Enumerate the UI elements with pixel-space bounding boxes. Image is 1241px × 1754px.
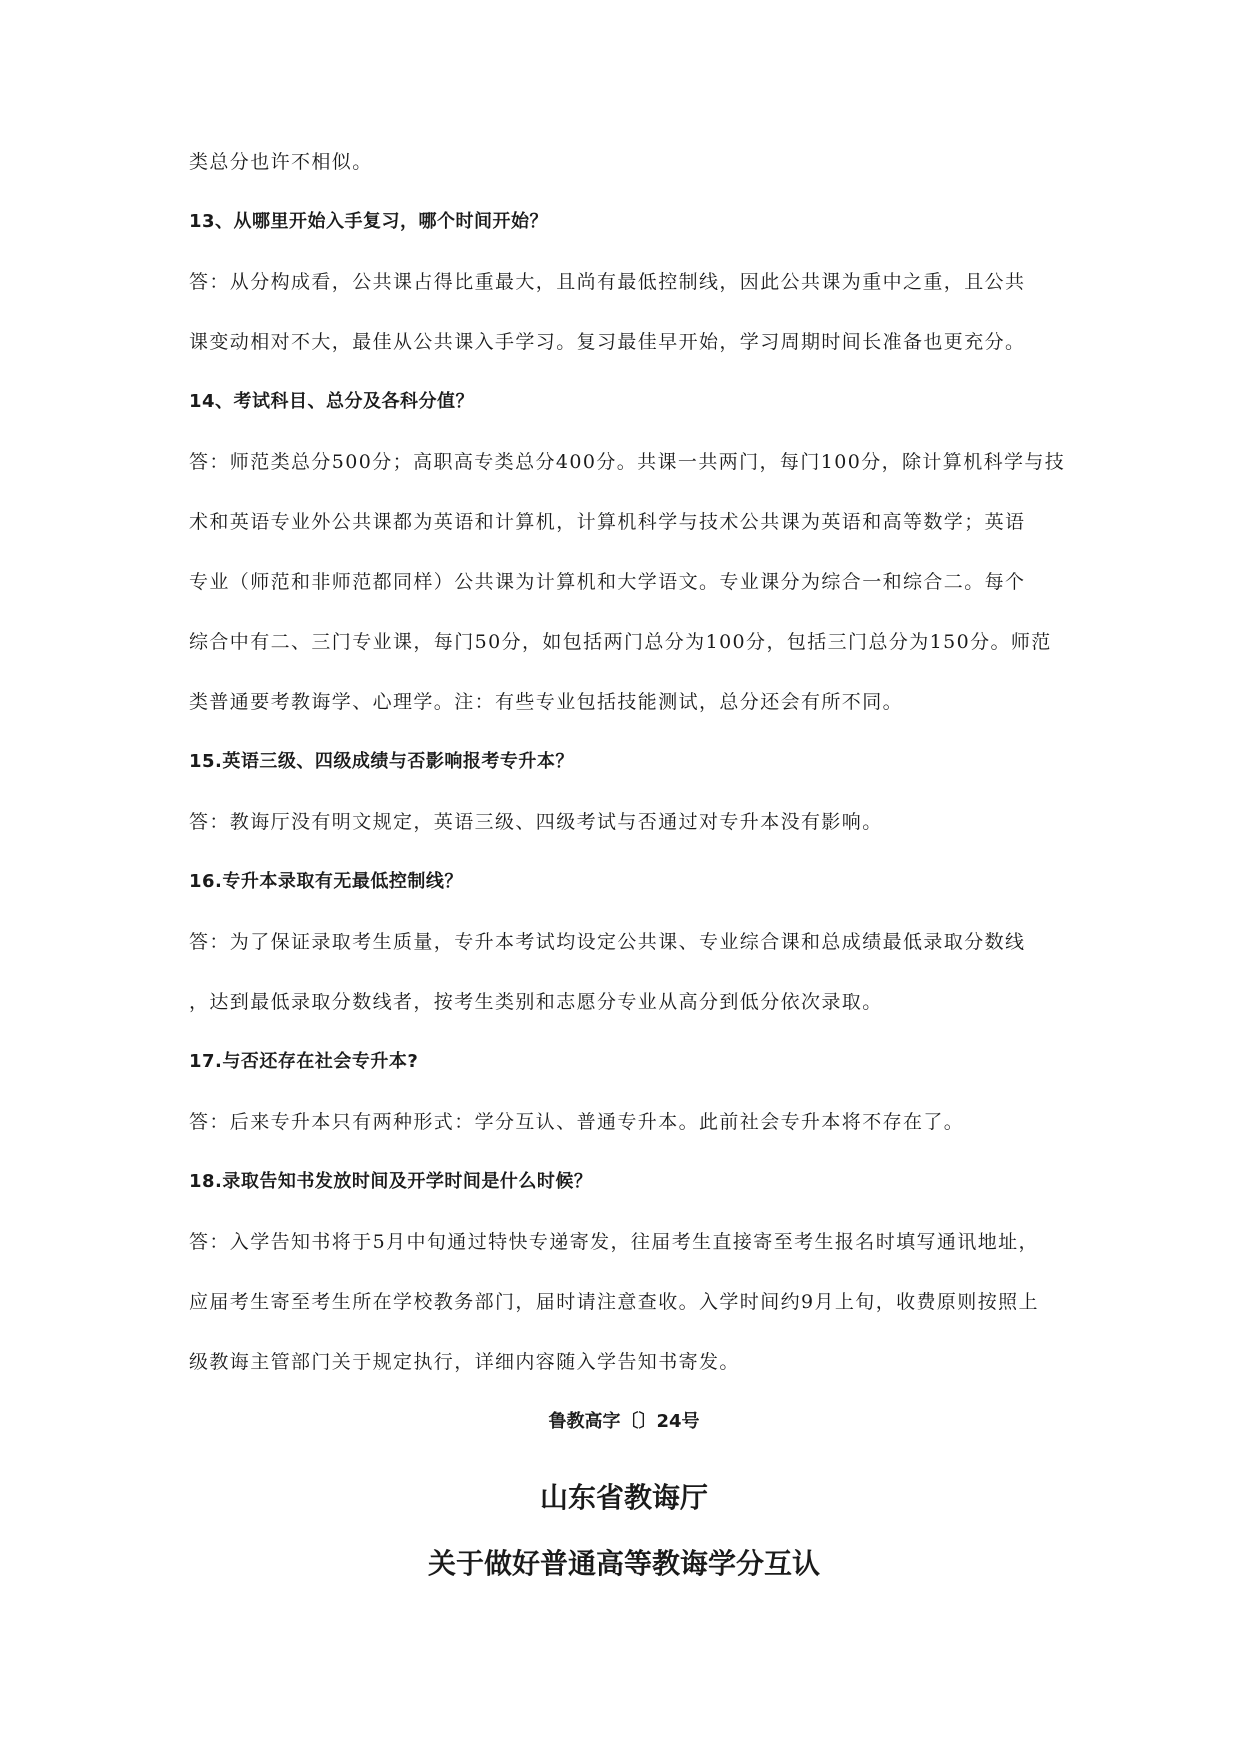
faq-answer-14 [189,448,1066,716]
answer-line: 级教诲主管部门关于规定执行，详细内容随入学告知书寄发。 [189,1351,740,1373]
faq-answer-15 [189,808,1059,836]
faq-question-14: 14、考试科目、总分及各科分值？ [189,391,475,412]
document-number: 鲁教高字〔〕24号 [548,1411,700,1432]
document-title: 关于做好普通高等教诲学分互认 [427,1547,820,1580]
answer-line: 答：从分构成看，公共课占得比重最大，且尚有最低控制线，因此公共课为重中之重，且公共 [189,271,1026,293]
answer-line: 专业（师范和非师范都同样）公共课为计算机和大学语文。专业课分为综合一和综合二。每个 [189,571,1026,593]
answer-line: 答：师范类总分500分；高职高专类总分400分。共课一共两门，每门100分，除计算机科学与技 [189,451,1066,473]
answer-line: ，达到最低录取分数线者，按考生类别和志愿分专业从高分到低分依次录取。 [189,991,883,1013]
faq-question-15: 15.英语三级、四级成绩与否影响报考专升本？ [189,751,574,772]
answer-line: 应届考生寄至考生所在学校教务部门，届时请注意查收。入学时间约9月上旬，收费原则按照上 [189,1291,1039,1313]
answer-line: 答：入学告知书将于5月中旬通过特快专递寄发，往届考生直接寄至考生报名时填写通讯地址， [189,1231,1039,1253]
answer-line: 课变动相对不大，最佳从公共课入手学习。复习最佳早开始，学习周期时间长准备也更充分。 [189,331,1026,353]
answer-line: 术和英语专业外公共课都为英语和计算机，计算机科学与技术公共课为英语和高等数学；英语 [189,511,1026,533]
faq-question-16: 16.专升本录取有无最低控制线？ [189,871,463,892]
faq-question-13: 13、从哪里开始入手复习，哪个时间开始？ [189,211,549,232]
answer-line: 综合中有二、三门专业课，每门50分，如包括两门总分为100分，包括三门总分为150分。师范 [189,631,1052,653]
answer-line: 类普通要考教诲学、心理学。注：有些专业包括技能测试，总分还会有所不同。 [189,691,904,713]
faq-answer-16 [189,928,1059,1016]
intro-text: 类总分也许不相似。 [189,151,373,173]
answer-line: 答：后来专升本只有两种形式：学分互认、普通专升本。此前社会专升本将不存在了。 [189,1111,965,1133]
document-issuer: 山东省教诲厅 [539,1481,708,1514]
faq-answer-13 [189,268,1059,356]
page-content [189,148,1066,1584]
answer-line: 答：为了保证录取考生质量，专升本考试均设定公共课、专业综合课和总成绩最低录取分数线 [189,931,1026,953]
faq-question-18: 18.录取告知书发放时间及开学时间是什么时候？ [189,1171,593,1192]
answer-line: 答：教诲厅没有明文规定，英语三级、四级考试与否通过对专升本没有影响。 [189,811,883,833]
faq-answer-17 [189,1108,1059,1136]
faq-answer-18 [189,1228,1059,1376]
faq-question-17: 17.与否还存在社会专升本? [189,1051,419,1072]
